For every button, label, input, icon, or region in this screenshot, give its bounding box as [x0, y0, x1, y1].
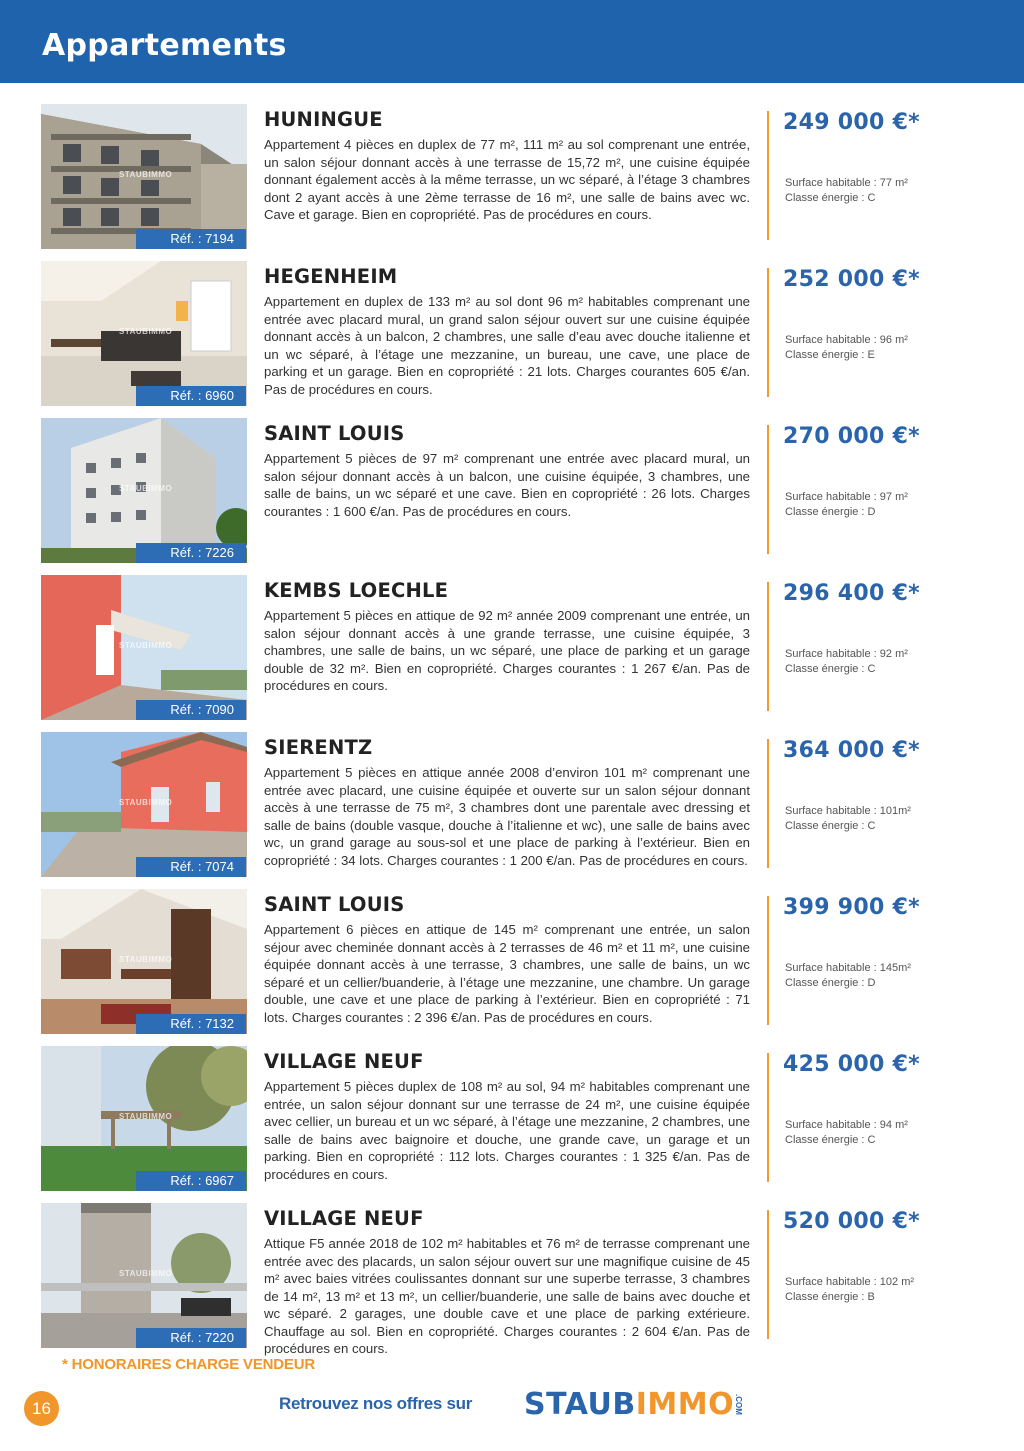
listing-specs: [785, 647, 908, 677]
listing-price: 270 000 €*: [783, 424, 920, 449]
listing-specs: [785, 804, 911, 834]
listing-card: [0, 104, 1024, 254]
listing-city: SAINT LOUIS: [264, 422, 405, 445]
listing-card: [0, 1203, 1024, 1356]
watermark-text: STAUBIMMO: [119, 798, 173, 807]
listing-price: 520 000 €*: [783, 1209, 920, 1234]
roof-terrace-photo[interactable]: [41, 1203, 247, 1348]
listing-price: 364 000 €*: [783, 738, 920, 763]
reference-badge: Réf. : 7074: [136, 857, 246, 877]
listing-description: Appartement 5 pièces en attique de 92 m² année 2009 comprenant une entrée, un salon séjour donnant accès à une grande terrasse, une cuisine équipée, 3 chambres, une salle de bains, un wc séparé, une place de parking et un garage double de 32 m². Bien en copropriété. Charges courantes : 1 267 €/an. Pas de procédures en cours.: [264, 608, 750, 693]
garden-terrace-photo[interactable]: [41, 1046, 247, 1191]
price-divider: [767, 739, 769, 868]
energy-class-text: Classe énergie : D: [785, 977, 876, 989]
listing-city: HUNINGUE: [264, 108, 383, 131]
energy-class-text: Classe énergie : B: [785, 1291, 875, 1303]
watermark-text: STAUBIMMO: [119, 327, 173, 336]
page-header: [0, 0, 1024, 83]
logo-part-staub: STAUB: [524, 1386, 636, 1422]
listing-specs: [785, 333, 908, 363]
reference-badge: Réf. : 7220: [136, 1328, 246, 1348]
listing-city: KEMBS LOECHLE: [264, 579, 449, 602]
listing-specs: [785, 1118, 908, 1148]
price-divider: [767, 896, 769, 1025]
surface-text: Surface habitable : 94 m²: [785, 1119, 908, 1131]
listing-price: 399 900 €*: [783, 895, 920, 920]
price-divider: [767, 425, 769, 554]
price-divider: [767, 111, 769, 240]
living-room-photo[interactable]: [41, 261, 247, 406]
listing-description: Appartement en duplex de 133 m² au sol dont 96 m² habitables comprenant une entrée avec placard mural, un grand salon séjour ouvert sur une cuisine équipée donnant accès à un balcon, 2 chambres, une salle d’eau avec douche italienne et un wc séparé, à l’étage une mezzanine, un bureau, une cave, une place de parking et un garage. Bien en copropriété : 21 lots. Charges courantes 605 €/an. Pas de procédures en cours.: [264, 294, 750, 397]
price-divider: [767, 582, 769, 711]
listing-card: [0, 732, 1024, 882]
price-divider: [767, 268, 769, 397]
watermark-text: STAUBIMMO: [119, 484, 173, 493]
logo-suffix-com: .COM: [734, 1393, 744, 1415]
attic-living-room-photo[interactable]: [41, 889, 247, 1034]
listing-card: [0, 418, 1024, 568]
fees-notice: * HONORAIRES CHARGE VENDEUR: [62, 1356, 315, 1373]
page-number: 16: [24, 1391, 59, 1426]
surface-text: Surface habitable : 92 m²: [785, 648, 908, 660]
listing-description: Attique F5 année 2018 de 102 m² habitables et 76 m² de terrasse comprenant une entrée avec des placards, un salon séjour ouvert sur une magnifique cuisine de 45 m² avec baies vitrées coulissantes donnant sur une superbe terrasse, 3 chambres de 14 m², 13 m² et 13 m², un cellier/buanderie, une salle de bains avec douche et wc séparé. 2 garages, une double cave et une place de parking extérieure. Chauffage au sol. Bien en copropriété. Charges courantes : 2 604 €/an. Pas de procédures en cours.: [264, 1236, 750, 1356]
listing-city: VILLAGE NEUF: [264, 1207, 424, 1230]
listing-card: [0, 889, 1024, 1039]
listing-specs: [785, 961, 911, 991]
logo-part-immo: IMMO: [635, 1386, 735, 1422]
listing-description: Appartement 6 pièces en attique de 145 m² comprenant une entrée, un salon séjour avec cheminée donnant accès à 2 terrasses de 46 m² et 11 m², une cuisine équipée donnant accès à une terrasse, 3 chambres, une salle de bains, un wc séparé et un cellier/buanderie, à l’étage une mezzanine, une chambre. Un garage double, une cave et une place de parking à l’extérieur. Bien en copropriété : 71 lots. Charges courantes : 2 396 €/an. Pas de procédures en cours.: [264, 922, 750, 1025]
watermark-text: STAUBIMMO: [119, 1112, 173, 1121]
reference-badge: Réf. : 7090: [136, 700, 246, 720]
energy-class-text: Classe énergie : E: [785, 349, 875, 361]
listing-card: [0, 1046, 1024, 1196]
listing-city: SIERENTZ: [264, 736, 373, 759]
reference-badge: Réf. : 7194: [136, 229, 246, 249]
energy-class-text: Classe énergie : D: [785, 506, 876, 518]
page-title: Appartements: [42, 28, 287, 63]
staubimmo-logo[interactable]: [524, 1386, 749, 1422]
listing-description: Appartement 5 pièces de 97 m² comprenant une entrée avec placard mural, un salon séjour donnant accès à un balcon, une cuisine équipée, 3 chambres, une salle de bains, un wc séparé et une cave. Bien en copropriété : 26 lots. Charges courantes : 1 600 €/an. Pas de procédures en cours.: [264, 451, 750, 519]
listing-price: 296 400 €*: [783, 581, 920, 606]
reference-badge: Réf. : 7132: [136, 1014, 246, 1034]
listing-city: SAINT LOUIS: [264, 893, 405, 916]
apartment-building-photo[interactable]: [41, 104, 247, 249]
watermark-text: STAUBIMMO: [119, 1269, 173, 1278]
listing-specs: [785, 490, 908, 520]
listing-card: [0, 261, 1024, 411]
reference-badge: Réf. : 7226: [136, 543, 246, 563]
find-offers-text: Retrouvez nos offres sur: [279, 1394, 473, 1413]
listing-price: 425 000 €*: [783, 1052, 920, 1077]
surface-text: Surface habitable : 145m²: [785, 962, 911, 974]
listing-specs: [785, 176, 908, 206]
listing-price: 249 000 €*: [783, 110, 920, 135]
energy-class-text: Classe énergie : C: [785, 1134, 876, 1146]
energy-class-text: Classe énergie : C: [785, 820, 876, 832]
surface-text: Surface habitable : 97 m²: [785, 491, 908, 503]
listing-price: 252 000 €*: [783, 267, 920, 292]
surface-text: Surface habitable : 96 m²: [785, 334, 908, 346]
reference-badge: Réf. : 6960: [136, 386, 246, 406]
listing-description: Appartement 5 pièces en attique année 2008 d’environ 101 m² comprenant une entrée avec placard, une cuisine équipée et ouverte sur un salon séjour donnant accès à une terrasse de 75 m², 3 chambres dont une parentale avec dressing et salle de bains (double vasque, douche à l’italienne et wc), une salle de bains avec wc, un grand garage au sous-sol et une place de parking à l’extérieur. Bien en copropriété : 34 lots. Charges courantes : 1 200 €/an. Pas de procédures en cours.: [264, 765, 750, 868]
watermark-text: STAUBIMMO: [119, 170, 173, 179]
watermark-text: STAUBIMMO: [119, 641, 173, 650]
listing-description: Appartement 4 pièces en duplex de 77 m², 111 m² au sol comprenant une entrée, un salon séjour donnant accès à une terrasse de 15,72 m², une cuisine équipée donnant également accès à la même terrasse, un wc séparé, à l’étage 3 chambres dont 2 ayant accès à une 2ème terrasse de 16 m², une salle de bains avec wc. Cave et garage. Bien en copropriété. Pas de procédures en cours.: [264, 137, 750, 222]
listing-city: VILLAGE NEUF: [264, 1050, 424, 1073]
energy-class-text: Classe énergie : C: [785, 663, 876, 675]
surface-text: Surface habitable : 101m²: [785, 805, 911, 817]
price-divider: [767, 1210, 769, 1339]
listing-specs: [785, 1275, 914, 1305]
listing-card: [0, 575, 1024, 725]
surface-text: Surface habitable : 77 m²: [785, 177, 908, 189]
apartment-block-photo[interactable]: [41, 418, 247, 563]
price-divider: [767, 1053, 769, 1182]
energy-class-text: Classe énergie : C: [785, 192, 876, 204]
watermark-text: STAUBIMMO: [119, 955, 173, 964]
listing-description: Appartement 5 pièces duplex de 108 m² au sol, 94 m² habitables comprenant une entrée, un salon séjour donnant sur une terrasse de 24 m², une cuisine équipée avec cellier, un bureau et un wc séparé, à l’étage une mezzanine, 2 chambres, une salle de bains avec baignoire et douche, une grande cave, un garage et un parking. Bien en copropriété : 112 lots. Charges courantes : 1 325 €/an. Pas de procédures en cours.: [264, 1079, 750, 1182]
listing-city: HEGENHEIM: [264, 265, 398, 288]
reference-badge: Réf. : 6967: [136, 1171, 246, 1191]
surface-text: Surface habitable : 102 m²: [785, 1276, 915, 1288]
pink-facade-terrace-photo[interactable]: [41, 732, 247, 877]
terrace-awning-photo[interactable]: [41, 575, 247, 720]
